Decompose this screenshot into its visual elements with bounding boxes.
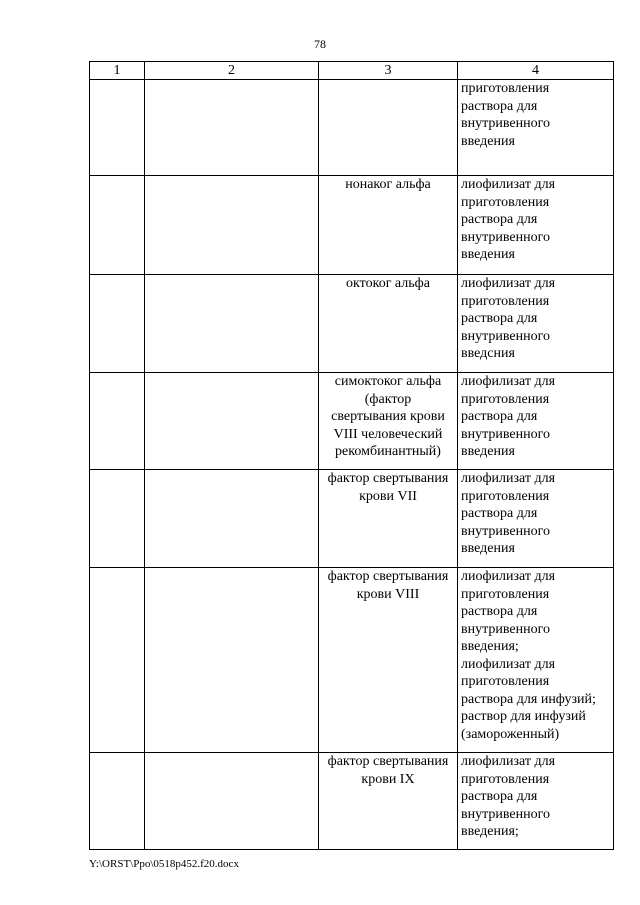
table-row xyxy=(90,275,614,373)
dosage-form-line: внутривенного xyxy=(461,621,551,637)
table-row xyxy=(90,568,614,753)
dosage-form-line: приготовления xyxy=(461,674,550,689)
table-row xyxy=(90,176,614,275)
cell-col-2 xyxy=(145,80,319,176)
dosage-form-line: приготовления xyxy=(461,771,550,787)
cell-drug-name xyxy=(319,753,458,850)
cell-col-2 xyxy=(145,470,319,568)
cell-drug-name xyxy=(319,568,458,753)
cell-col-1 xyxy=(90,80,145,176)
dosage-form-line: внутривенного xyxy=(461,426,551,442)
drug-table xyxy=(89,61,614,850)
dosage-form-line: раствора для xyxy=(461,604,538,619)
dosage-form-line: раствора для xyxy=(461,212,538,227)
drug-name-line: симоктоког альфа xyxy=(334,374,442,389)
drug-name-line: фактор свертывания xyxy=(327,471,449,486)
cell-col-2 xyxy=(145,568,319,753)
footer-file-path: Y:\ORST\Ppo\0518p452.f20.docx xyxy=(89,858,239,870)
dosage-form-line: приготовления xyxy=(461,194,550,210)
drug-name-line: крови VII xyxy=(359,488,417,504)
drug-name-line: крови IX xyxy=(361,771,415,787)
cell-dosage-form xyxy=(458,568,614,753)
dosage-form-line: раствора для xyxy=(461,409,538,424)
cell-drug-name xyxy=(319,373,458,470)
cell-col-1 xyxy=(90,176,145,275)
dosage-form-line: внутривенного xyxy=(461,523,551,539)
drug-name-line: октоког альфа xyxy=(346,276,430,291)
dosage-form-line: раствора для xyxy=(461,506,538,521)
drug-name-line: VIII человеческий xyxy=(333,426,443,442)
cell-col-2 xyxy=(145,275,319,373)
cell-dosage-form xyxy=(458,176,614,275)
cell-dosage-form xyxy=(458,80,614,176)
cell-dosage-form xyxy=(458,470,614,568)
cell-drug-name xyxy=(319,176,458,275)
dosage-form-line: приготовления xyxy=(461,488,550,504)
dosage-form-line: раствор для инфузий xyxy=(461,709,586,724)
dosage-form-line: лиофилизат для xyxy=(461,754,556,769)
dosage-form-line: приготовления xyxy=(461,293,550,309)
cell-drug-name xyxy=(319,275,458,373)
table-header-row xyxy=(90,62,614,80)
dosage-form-line: введения; xyxy=(461,639,519,654)
drug-name-line: рекомбинантный) xyxy=(335,444,441,459)
dosage-form-line: лиофилизат для xyxy=(461,569,556,584)
cell-drug-name xyxy=(319,80,458,176)
cell-col-2 xyxy=(145,753,319,850)
dosage-form-line: раствора для xyxy=(461,789,538,804)
dosage-form-line: введения; xyxy=(461,824,519,839)
dosage-form-line: лиофилизат для xyxy=(461,177,556,192)
cell-col-1 xyxy=(90,470,145,568)
column-header: 2 xyxy=(145,62,319,80)
drug-name-line: крови VIII xyxy=(356,586,420,602)
dosage-form-line: лиофилизат для xyxy=(461,276,556,291)
cell-col-2 xyxy=(145,176,319,275)
dosage-form-line: введсния xyxy=(461,346,515,361)
drug-name-line: фактор свертывания xyxy=(327,569,449,584)
dosage-form-line: внутривенного xyxy=(461,116,551,131)
dosage-form-line: раствора для xyxy=(461,311,538,326)
cell-col-2 xyxy=(145,373,319,470)
drug-name-line: свертывания крови xyxy=(331,409,445,424)
cell-col-1 xyxy=(90,275,145,373)
table-row xyxy=(90,373,614,470)
cell-col-1 xyxy=(90,753,145,850)
drug-name-line: нонаког альфа xyxy=(345,177,431,192)
cell-dosage-form xyxy=(458,373,614,470)
dosage-form-line: введения xyxy=(461,444,515,459)
dosage-form-line: лиофилизат для xyxy=(461,656,556,672)
drug-name-line: фактор свертывания xyxy=(327,754,449,769)
column-header: 3 xyxy=(319,62,458,80)
dosage-form-line: приготовления xyxy=(461,586,550,602)
dosage-form-line: раствора для xyxy=(461,98,538,114)
dosage-form-line: лиофилизат для xyxy=(461,471,556,486)
table-row xyxy=(90,80,614,176)
dosage-form-line: приготовления xyxy=(461,391,550,407)
column-header: 1 xyxy=(90,62,145,80)
table-row xyxy=(90,470,614,568)
dosage-form-line: лиофилизат для xyxy=(461,374,556,389)
dosage-form-line: введения xyxy=(461,247,515,262)
dosage-form-line: внутривенного xyxy=(461,229,551,245)
dosage-form-line: раствора для инфузий; xyxy=(461,691,596,707)
dosage-form-line: введения xyxy=(461,133,515,149)
drug-name-line: (фактор xyxy=(364,391,412,407)
cell-dosage-form xyxy=(458,753,614,850)
column-header: 4 xyxy=(458,62,614,80)
dosage-form-line: приготовления xyxy=(461,81,550,96)
dosage-form-line: (замороженный) xyxy=(461,726,560,742)
cell-col-1 xyxy=(90,373,145,470)
cell-dosage-form xyxy=(458,275,614,373)
dosage-form-line: внутривенного xyxy=(461,328,551,344)
table-row xyxy=(90,753,614,850)
cell-col-1 xyxy=(90,568,145,753)
dosage-form-line: введения xyxy=(461,541,515,556)
cell-drug-name xyxy=(319,470,458,568)
table-body xyxy=(90,80,614,850)
dosage-form-line: внутривенного xyxy=(461,806,551,822)
page-number: 78 xyxy=(314,37,326,51)
